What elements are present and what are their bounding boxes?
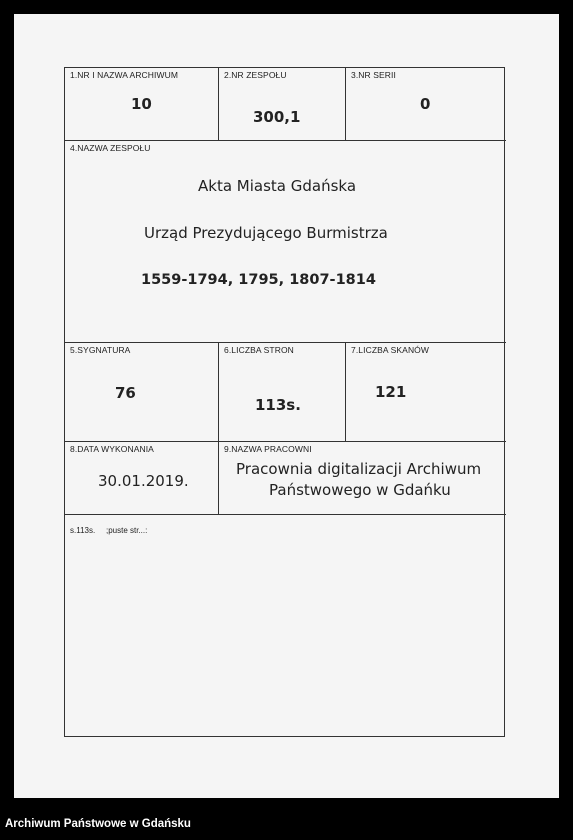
fonds-title: Akta Miasta Gdańska [198, 177, 357, 195]
scan-count-label: 7.LICZBA SKANÓW [351, 345, 430, 355]
notes-pages: s.113s. [70, 526, 96, 535]
notes-cell [65, 515, 506, 737]
workshop-label: 9.NAZWA PRACOWNI [224, 444, 312, 454]
series-label: 3.NR SERII [351, 70, 396, 80]
archive-value: 10 [131, 95, 152, 113]
page-count-label: 6.LICZBA STRON [224, 345, 294, 355]
signature-value: 76 [115, 384, 136, 402]
fonds-name-label: 4.NAZWA ZESPOŁU [70, 143, 151, 153]
metadata-form [64, 67, 505, 737]
fonds-date-range: 1559-1794, 1795, 1807-1814 [141, 272, 376, 288]
workshop-cell [219, 442, 506, 515]
signature-cell [65, 343, 219, 442]
scan-count-value: 121 [375, 383, 407, 401]
notes-blank-pages: ;puste str...: [106, 526, 148, 535]
fonds-number-label: 2.NR ZESPOŁU [224, 70, 287, 80]
series-cell [346, 68, 506, 141]
series-value: 0 [420, 95, 431, 113]
date-label: 8.DATA WYKONANIA [70, 444, 154, 454]
page-count-cell [219, 343, 346, 442]
fonds-name-cell [65, 141, 506, 343]
date-value: 30.01.2019. [98, 472, 189, 490]
fonds-number-cell [219, 68, 346, 141]
fonds-number-value: 300,1 [253, 108, 301, 126]
page-count-value: 113s. [255, 396, 301, 414]
archive-footer: Archiwum Państwowe w Gdańsku [5, 818, 191, 830]
workshop-name-line2: Państwowego w Gdańku [269, 481, 451, 499]
document-sheet [14, 14, 559, 798]
archive-cell [65, 68, 219, 141]
scan-count-cell [346, 343, 506, 442]
date-cell [65, 442, 219, 515]
archive-label: 1.NR I NAZWA ARCHIWUM [70, 70, 179, 80]
workshop-name-line1: Pracownia digitalizacji Archiwum [236, 460, 482, 478]
signature-label: 5.SYGNATURA [70, 345, 131, 355]
fonds-subtitle: Urząd Prezydującego Burmistrza [144, 224, 388, 242]
